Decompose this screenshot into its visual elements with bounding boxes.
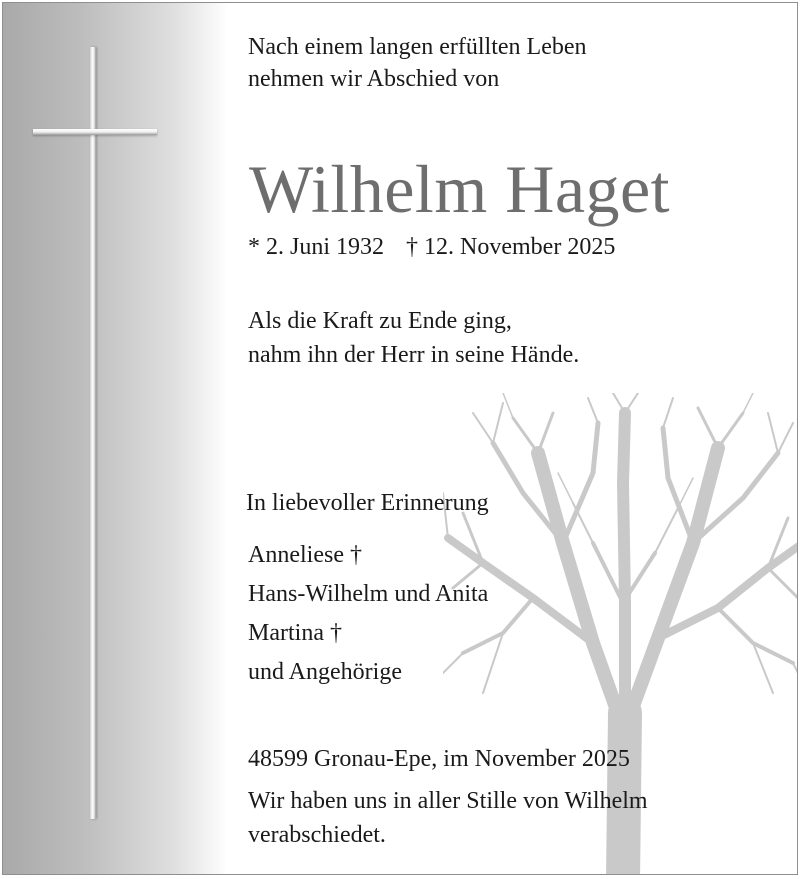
memory-heading: In liebevoller Erinnerung [246,490,489,516]
verse-line-1: Als die Kraft zu Ende ging, [248,308,512,334]
intro-line-2: nehmen wir Abschied von [248,66,500,92]
verse-line-2: nahm ihn der Herr in seine Hände. [248,342,580,368]
cross-vertical-beam [90,47,96,819]
place-date: 48599 Gronau-Epe, im November 2025 [248,746,630,772]
life-dates [248,231,615,263]
cross-horizontal-beam [33,129,157,135]
closing-line-1: Wir haben uns in aller Stille von Wilhelm [248,788,648,814]
mourner-2: Hans-Wilhelm und Anita [248,581,489,607]
cross-icon [33,47,157,819]
mourner-1: Anneliese † [248,542,362,568]
intro-line-1: Nach einem langen erfüllten Leben [248,34,587,60]
death-date: † 12. November 2025 [406,234,616,260]
deceased-name: Wilhelm Haget [249,151,671,227]
closing-line-2: verabschiedet. [248,822,386,848]
birth-date: * 2. Juni 1932 [248,234,385,260]
mourner-3: Martina † [248,620,342,646]
obituary-notice [2,2,798,875]
mourner-4: und Angehörige [248,659,402,685]
